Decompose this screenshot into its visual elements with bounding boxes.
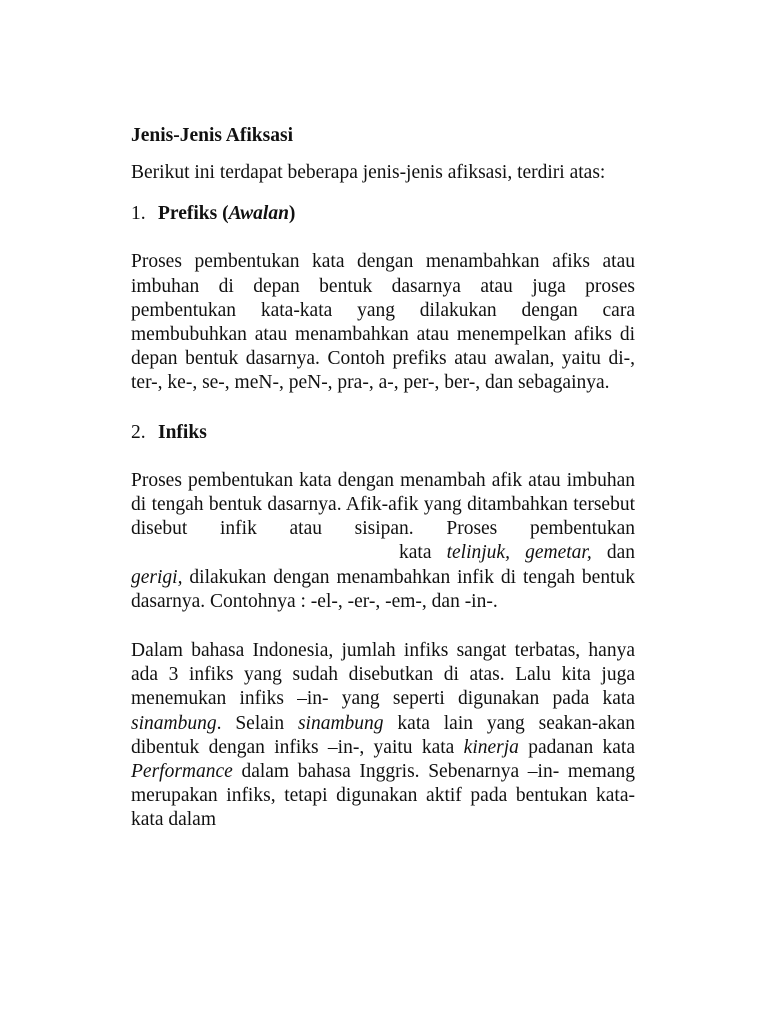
- document-page: [131, 124, 635, 833]
- infiks-paragraph-1: [131, 469, 635, 614]
- text-run: dilakukan dengan menambahkan infik di tengah bentuk dasarnya. Contohnya : -el-, -er-, -em-, dan -in-.: [131, 566, 635, 612]
- italic-term: kinerja: [463, 736, 519, 758]
- text-run: padanan kata: [518, 736, 635, 758]
- italic-term: gemetar,: [525, 542, 592, 564]
- section-title-italic: Awalan: [228, 203, 289, 225]
- section-title-close: ): [288, 203, 296, 225]
- italic-term: sinambung: [131, 712, 217, 734]
- section-title-text: Prefiks (: [158, 203, 229, 225]
- section-title: [158, 203, 295, 224]
- text-run: kata: [399, 542, 447, 564]
- section-number: 1.: [131, 203, 146, 225]
- text-run: dalam bahasa Inggris. Sebenarnya –in- memang merupakan infiks, tetapi digunakan aktif pada bentukan kata-kata dalam: [131, 761, 635, 831]
- intro-paragraph: Berikut ini terdapat beberapa jenis-jenis afiksasi, terdiri atas:: [131, 162, 606, 183]
- section-title: Infiks: [158, 421, 207, 443]
- italic-term: Performance: [131, 761, 233, 783]
- text-run: kata lain yang seakan-akan dibentuk dengan infiks –in-, yaitu kata: [131, 712, 635, 758]
- text-run: Proses pembentukan kata dengan menambah afik atau imbuhan di tengah bentuk dasarnya. Afik-afik yang ditambahkan tersebut disebut infik atau sisipan. Proses pembentukan: [131, 469, 635, 540]
- italic-term: gerigi,: [131, 566, 183, 588]
- text-run: dan: [591, 542, 635, 564]
- infiks-paragraph-2: [131, 639, 635, 833]
- italic-term: telinjuk,: [446, 542, 510, 564]
- text-run: Dalam bahasa Indonesia, jumlah infiks sangat terbatas, hanya ada 3 infiks yang sudah disebutkan di atas. Lalu kita juga menemukan infiks –in- yang seperti digunakan pada kata: [131, 640, 635, 710]
- document-title: Jenis-Jenis Afiksasi: [131, 125, 293, 146]
- section-number: 2.: [131, 421, 146, 443]
- prefiks-paragraph: Proses pembentukan kata dengan menambahkan afiks atau imbuhan di depan bentuk dasarnya atau juga proses pembentukan kata-kata yang dilakukan dengan cara membubuhkan atau menambahkan atau menempelkan afiks di depan bentuk dasarnya. Contoh prefiks atau awalan, yaitu di-, ter-, ke-, se-, meN-, peN-, pra-, a-, per-, ber-, dan sebagainya.: [131, 251, 635, 394]
- text-run: . Selain: [216, 712, 298, 734]
- section-heading-prefiks: [131, 202, 635, 226]
- section-heading-infiks: [131, 421, 635, 445]
- italic-term: sinambung: [297, 712, 384, 734]
